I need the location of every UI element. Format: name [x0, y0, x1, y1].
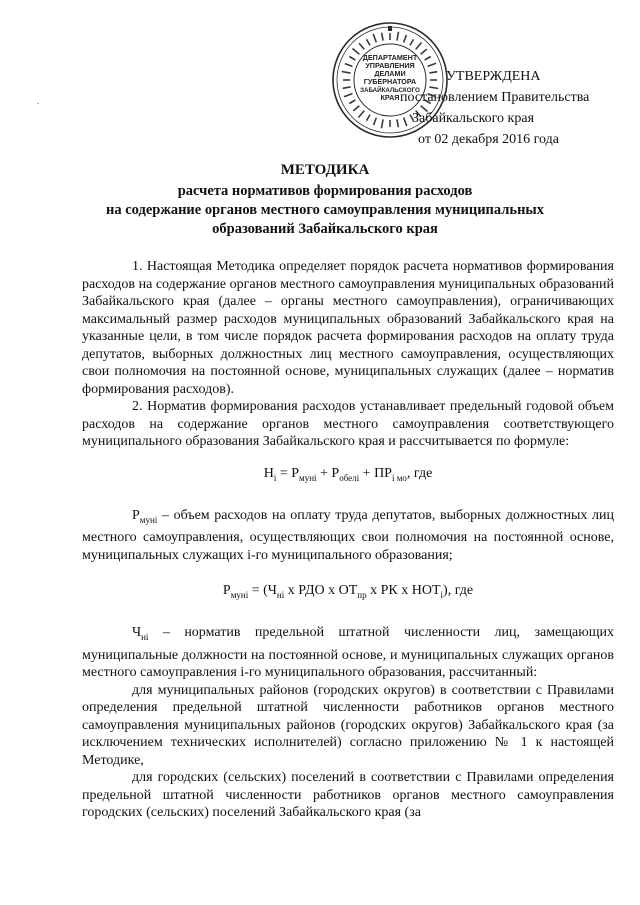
approval-block	[400, 66, 615, 150]
margin-dot: .	[37, 96, 40, 106]
approval-line-3: от 02 декабря 2016 года	[418, 132, 559, 147]
formula-ni: $Н_i = Р_{мунi} + Р_{обелi} + ПР_{i мо}$, где	[263, 465, 433, 483]
seal-line-1: ДЕПАРТАМЕНТ	[362, 53, 418, 62]
title-main: МЕТОДИКА	[280, 162, 370, 178]
title-line-1: расчета нормативов формирования расходов	[177, 183, 473, 199]
approval-line-1: постановлением Правительства	[400, 90, 590, 105]
paragraph-1: 1. Настоящая Методика определяет порядок расчета нормативов формирования расходов на содержание органов местного самоуправления муниципальных образований Забайкальского края (далее – органы местного самоуправления), ограничивающих максимальный размер расходов муниципальных образований Забайкальского края на указанные цели, в том числе порядок расчета формирования расходов на оплату труда депутатов, выборных должностных лиц местного самоуправления, осуществляющих свои полномочия на постоянной основе, муниципальных служащих (далее – норматив формирования расходов).	[82, 259, 614, 397]
document-body	[82, 258, 614, 822]
seal-line-2: УПРАВЛЕНИЯ	[365, 61, 415, 70]
title-line-2: на содержание органов местного самоуправления муниципальных	[105, 202, 545, 218]
paragraph-3: для муниципальных районов (городских округов) в соответствии с Правилами определения предельной штатной численности работников органов местного самоуправления муниципальных районов (городских округов) Забайкальского края (за исключением технических исполнителей) согласно приложению № 1 к настоящей Методике,	[82, 682, 614, 768]
seal-line-6: КРАЯ	[380, 93, 400, 102]
paragraph-2: 2. Норматив формирования расходов устанавливает предельный годовой объем расходов на содержание органов местного самоуправления соответствующего муниципального образования Забайкальского края и рассчитывается по формуле:	[82, 399, 614, 449]
seal-line-4: ГУБЕРНАТОРА	[363, 77, 417, 86]
paragraph-4: для городских (сельских) поселений в соответствии с Правилами определения предельной штатной численности работников органов местного самоуправления городских (сельских) поселений Забайкальского края (за	[82, 770, 614, 821]
title-line-3: образований Забайкальского края	[212, 221, 438, 237]
seal-line-3: ДЕЛАМИ	[374, 69, 406, 78]
seal-line-5: ЗАБАЙКАЛЬСКОГО	[360, 87, 420, 94]
approval-heading: УТВЕРЖДЕНА	[446, 69, 541, 84]
definition-chni: $Ч_{нi}$ – норматив предельной штатной численности лиц, замещающих муниципальные должности на постоянной основе, и муниципальных служащих органов местного самоуправления i-го муниципального образования, рассчитанный:	[82, 625, 614, 681]
definition-pmun: $Р_{мунi}$ – объем расходов на оплату труда депутатов, выборных должностных лиц местного самоуправления, осуществляющих свои полномочия на постоянной основе, муниципальных служащих i-го муниципального образования;	[82, 507, 614, 563]
approval-line-2: Забайкальского края	[412, 111, 535, 126]
document-title	[80, 161, 570, 239]
formula-pmun: $Р_{мунi} = (Ч_{нi}$ х РДО х $ОТ_{пр}$ х РК х $НОТ_i$), где	[222, 583, 474, 600]
